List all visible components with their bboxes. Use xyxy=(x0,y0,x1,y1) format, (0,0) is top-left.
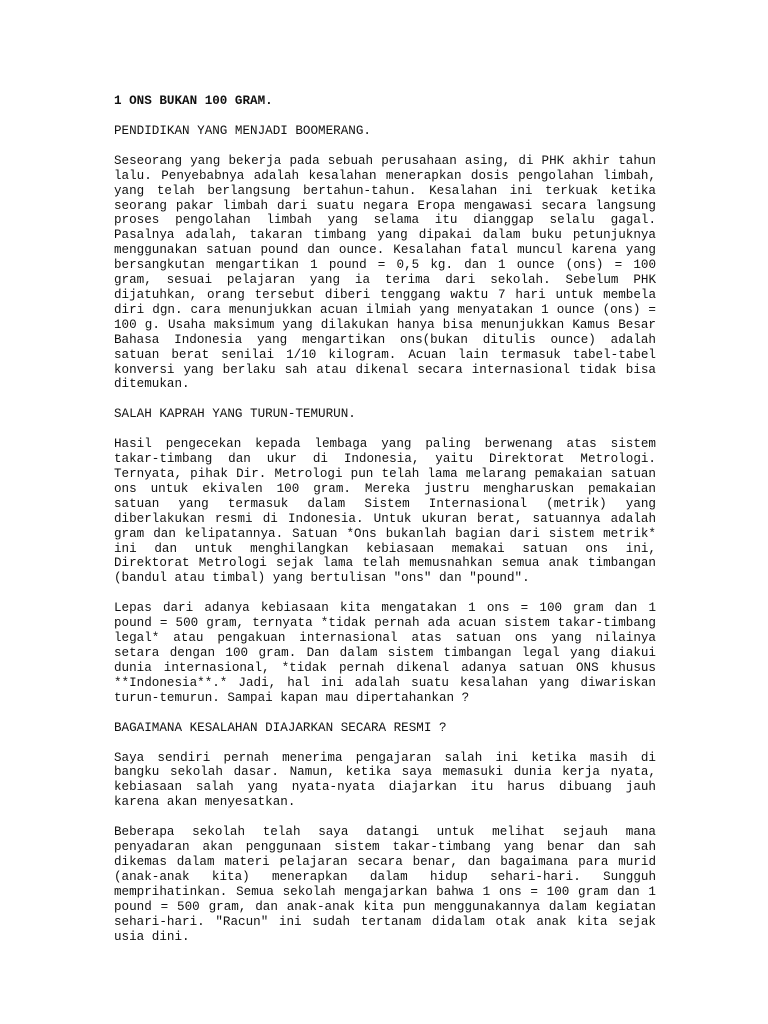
section-pendidikan xyxy=(114,124,656,392)
document-page xyxy=(114,94,656,959)
section-bagaimana xyxy=(114,721,656,945)
section-salah-kaprah xyxy=(114,407,656,705)
paragraph: Lepas dari adanya kebiasaan kita mengatakan 1 ons = 100 gram dan 1 pound = 500 gram, ternyata *tidak pernah ada acuan sistem takar-timbang legal* atau pengakuan internasional atas satuan ons yang nilainya setara dengan 100 gram. Dan dalam sistem timbangan legal yang diakui dunia internasional, *tidak pernah dikenal adanya satuan ONS khusus **Indonesia**.* Jadi, hal ini adalah suatu kesalahan yang diwariskan turun-temurun. Sampai kapan mau dipertahankan ? xyxy=(114,601,656,705)
paragraph: Saya sendiri pernah menerima pengajaran salah ini ketika masih di bangku sekolah dasar. Namun, ketika saya memasuki dunia kerja nyata, kebiasaan salah yang nyata-nyata diajarkan itu harus dibuang jauh karena akan menyesatkan. xyxy=(114,750,656,810)
paragraph: Seseorang yang bekerja pada sebuah perusahaan asing, di PHK akhir tahun lalu. Penyebabnya adalah kesalahan menerapkan dosis pengolahan limbah, yang telah berlangsung bertahun-tahun. Kesalahan ini terkuak ketika seorang pakar limbah dari suatu negara Eropa mengawasi secara langsung proses pengolahan limbah yang selama itu dianggap selalu gagal. Pasalnya adalah, takaran timbang yang dipakai dalam buku petunjuknya menggunakan satuan pound dan ounce. Kesalahan fatal muncul karena yang bersangkutan mengartikan 1 pound = 0,5 kg. dan 1 ounce (ons) = 100 gram, sesuai pelajaran yang ia terima dari sekolah. Sebelum PHK dijatuhkan, orang tersebut diberi tenggang waktu 7 hari untuk membela diri dgn. cara menunjukkan acuan ilmiah yang menyatakan 1 ounce (ons) = 100 g. Usaha maksimum yang dilakukan hanya bisa menunjukkan Kamus Besar Bahasa Indonesia yang mengartikan ons(bukan ditulis ounce) adalah satuan berat senilai 1/10 kilogram. Acuan lain termasuk tabel-tabel konversi yang berlaku sah atau dikenal secara internasional tidak bisa ditemukan. xyxy=(114,153,656,392)
section-heading: SALAH KAPRAH YANG TURUN-TEMURUN. xyxy=(114,407,356,422)
section-heading: BAGAIMANA KESALAHAN DIAJARKAN SECARA RESMI ? xyxy=(114,720,447,735)
paragraph: Beberapa sekolah telah saya datangi untuk melihat sejauh mana penyadaran akan penggunaan sistem takar-timbang yang benar dan sah dikemas dalam materi pelajaran secara benar, dan bagaimana para murid (anak-anak kita) menerapkan dalam hidup sehari-hari. Sungguh memprihatinkan. Semua sekolah mengajarkan bahwa 1 ons = 100 gram dan 1 pound = 500 gram, dan anak-anak kita pun menggunakannya dalam kegiatan sehari-hari. "Racun" ini sudah tertanam didalam otak anak kita sejak usia dini. xyxy=(114,825,656,944)
section-heading: PENDIDIKAN YANG MENJADI BOOMERANG. xyxy=(114,123,371,138)
document-title: 1 ONS BUKAN 100 GRAM. xyxy=(114,94,273,108)
paragraph: Hasil pengecekan kepada lembaga yang paling berwenang atas sistem takar-timbang dan ukur di Indonesia, yaitu Direktorat Metrologi. Ternyata, pihak Dir. Metrologi pun telah lama melarang pemakaian satuan ons untuk ekivalen 100 gram. Mereka justru mengharuskan pemakaian satuan yang termasuk dalam Sistem Internasional (metrik) yang diberlakukan resmi di Indonesia. Untuk ukuran berat, satuannya adalah gram dan kelipatannya. Satuan *Ons bukanlah bagian dari sistem metrik* ini dan untuk menghilangkan kebiasaan memakai satuan ons ini, Direktorat Metrologi sejak lama telah memusnahkan semua anak timbangan (bandul atau timbal) yang bertulisan "ons" dan "pound". xyxy=(114,437,656,586)
